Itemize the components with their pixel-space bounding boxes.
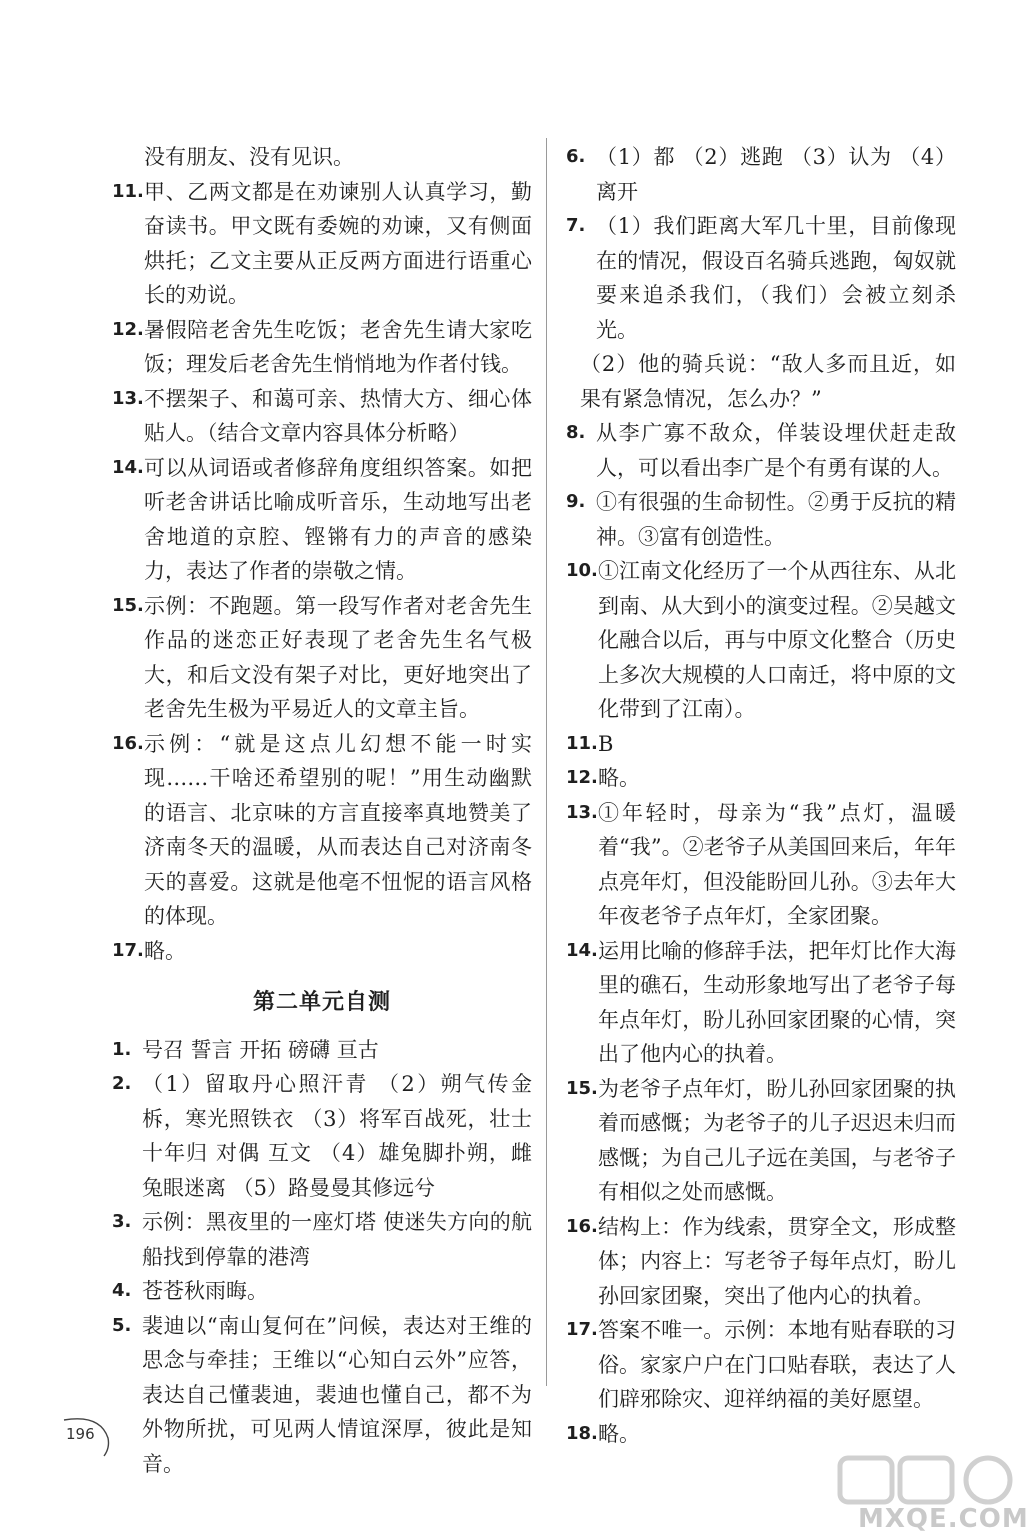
answer-text: ①江南文化经历了一个从西往东、从北到南、从大到小的演变过程。②吴越文化融合以后，再与中原文化整合（历史上多次大规模的人口南迁，将中原的文化带到了江南）。 [598,559,956,721]
answer-item-18 [566,1417,956,1452]
answer-item-11 [566,727,956,762]
answer-number: 15. [566,1077,598,1099]
answer-text: （2）他的骑兵说：“敌人多而且近，如果有紧急情况，怎么办？” [580,352,956,411]
answer-text: 答案不唯一。示例：本地有贴春联的习俗。家家户户在门口贴春联，表达了人们辟邪除灾、迎祥纳福的美好愿望。 [598,1318,956,1411]
answer-text: 示例：黑夜里的一座灯塔 使迷失方向的航船找到停靠的港湾 [142,1210,532,1269]
answer-number: 17. [112,939,144,961]
answer-item-16 [112,727,532,934]
answer-text: 略。 [144,938,186,963]
answer-text: 没有朋友、没有见识。 [144,145,354,169]
answer-item-15 [566,1072,956,1210]
answer-item-12 [112,313,532,382]
answer-text: （1）都 （2）逃跑 （3）认为 （4）离开 [596,145,956,204]
answer-number: 14. [566,939,598,961]
answer-text: 示例：“就是这点儿幻想不能一时实现……干啥还希望别的呢！”用生动幽默的语言、北京味的方言直接率真地赞美了济南冬天的温暖，从而表达自己对济南冬天的喜爱。这就是他亳不忸怩的语言风格的体现。 [144,731,532,928]
answer-item-13 [112,382,532,451]
answer-text: 略。 [598,1421,640,1446]
answer-item-13 [566,796,956,934]
answer-item-4 [112,1274,532,1309]
answer-item-3 [112,1205,532,1274]
answer-text: 略。 [598,766,640,790]
answer-text: 从李广寡不敌众，佯装设埋伏赶走敌人，可以看出李广是个有勇有谋的人。 [596,421,956,480]
answer-number: 12. [566,767,598,788]
answer-number: 12. [112,318,144,340]
answer-text: 为老爷子点年灯，盼儿孙回家团聚的执着而感慨；为老爷子的儿子迟迟未归而感慨；为自己儿子远在美国，与老爷子有相似之处而感慨。 [598,1076,956,1204]
answer-number: 2. [112,1073,132,1094]
answer-item-9 [566,485,956,554]
watermark-text: MXQE.COM [858,1504,1029,1534]
answer-text: 可以从词语或者修辞角度组织答案。如把听老舍讲话比喻成听音乐，生动地写出老舍地道的京腔、铿锵有力的声音的感染力，表达了作者的崇敬之情。 [144,455,532,583]
answer-text: 甲、乙两文都是在劝谏别人认真学习，勤奋读书。甲文既有委婉的劝谏，又有侧面烘托；乙文主要从正反两方面进行语重心长的劝说。 [144,179,532,307]
answer-text: 示例：不跑题。第一段写作者对老舍先生作品的迷恋正好表现了老舍先生名气极大，和后文没有架子对比，更好地突出了老舍先生极为平易近人的文章主旨。 [144,593,532,721]
answer-number: 5. [112,1314,132,1336]
answer-number: 16. [566,1215,598,1237]
answer-continuation [112,140,532,175]
answer-text: 号召 誓言 开拓 磅礴 亘古 [142,1037,379,1062]
answer-number: 16. [112,732,144,754]
answer-item-15 [112,589,532,727]
answer-number: 15. [112,594,144,616]
answer-text: ①有很强的生命韧性。②勇于反抗的精神。③富有创造性。 [596,490,956,549]
answer-number: 6. [566,146,586,167]
answer-item-10 [566,554,956,727]
section-title: 第二单元自测 [252,990,391,1015]
answer-text: B [598,731,614,756]
answer-item-17 [112,934,532,969]
answer-number: 3. [112,1211,132,1232]
answer-text: 结构上：作为线索，贯穿全文，形成整体；内容上：写老爷子每年点灯，盼儿孙回家团聚，突出了他内心的执着。 [598,1214,956,1308]
answer-number: 1. [112,1038,132,1060]
answer-text: 裴迪以“南山复何在”问候，表达对王维的思念与牵挂；王维以“心知白云外”应答，表达自己懂裴迪，裴迪也懂自己，都不为外物所扰，可见两人情谊深厚，彼此是知音。 [142,1313,532,1476]
answer-item-14 [566,934,956,1072]
answer-text: （1）我们距离大军几十里，目前像现在的情况，假设百名骑兵逃跑，匈奴就要来追杀我们，（我们）会被立刻杀光。 [596,214,956,342]
answer-item-8 [566,416,956,485]
answer-item-17 [566,1313,956,1417]
answer-number: 10. [566,560,598,581]
answer-number: 8. [566,422,586,443]
answer-item-5 [112,1309,532,1482]
answer-number: 13. [566,801,598,823]
answer-number: 11. [566,732,598,754]
answer-number: 14. [112,456,144,478]
answer-number: 11. [112,180,144,202]
answer-number: 4. [112,1280,132,1301]
answer-text: 苍苍秋雨晦。 [142,1279,268,1303]
answer-item-1 [112,1033,532,1068]
answer-text: 暑假陪老舍先生吃饭；老舍先生请大家吃饭；理发后老舍先生悄悄地为作者付钱。 [144,317,532,376]
right-column [566,140,956,1451]
answer-number: 18. [566,1422,598,1444]
answer-text: ①年轻时，母亲为“我”点灯，温暖着“我”。②老爷子从美国回来后，年年点亮年灯，但没能盼回儿孙。③去年大年夜老爷子点年灯，全家团聚。 [598,800,956,928]
page-number: 196 [66,1425,95,1443]
answer-item-6 [566,140,956,209]
answer-text: 不摆架子、和蔼可亲、热情大方、细心体贴人。（结合文章内容具体分析略） [144,386,532,445]
answer-item-14 [112,451,532,589]
left-column [112,140,532,1481]
column-divider [546,138,547,1386]
answer-number: 9. [566,491,586,512]
answer-item-11 [112,175,532,313]
answer-item-12 [566,761,956,796]
answer-text: （1）留取丹心照汗青 （2）朔气传金柝，寒光照铁衣 （3）将军百战死，壮士十年归 对偶 互文 （4）雄兔脚扑朔，雌兔眼迷离 （5）路曼曼其修远兮 [142,1072,532,1200]
answer-item-2 [112,1067,532,1205]
answer-text: 运用比喻的修辞手法，把年灯比作大海里的礁石，生动形象地写出了老爷子每年点年灯，盼儿孙回家团聚的心情，突出了他内心的执着。 [598,938,956,1066]
answer-number: 7. [566,215,586,236]
answer-item-16 [566,1210,956,1314]
answer-number: 17. [566,1319,598,1340]
answer-subitem-7-2 [566,347,956,416]
answer-item-7 [566,209,956,347]
answer-number: 13. [112,387,144,409]
